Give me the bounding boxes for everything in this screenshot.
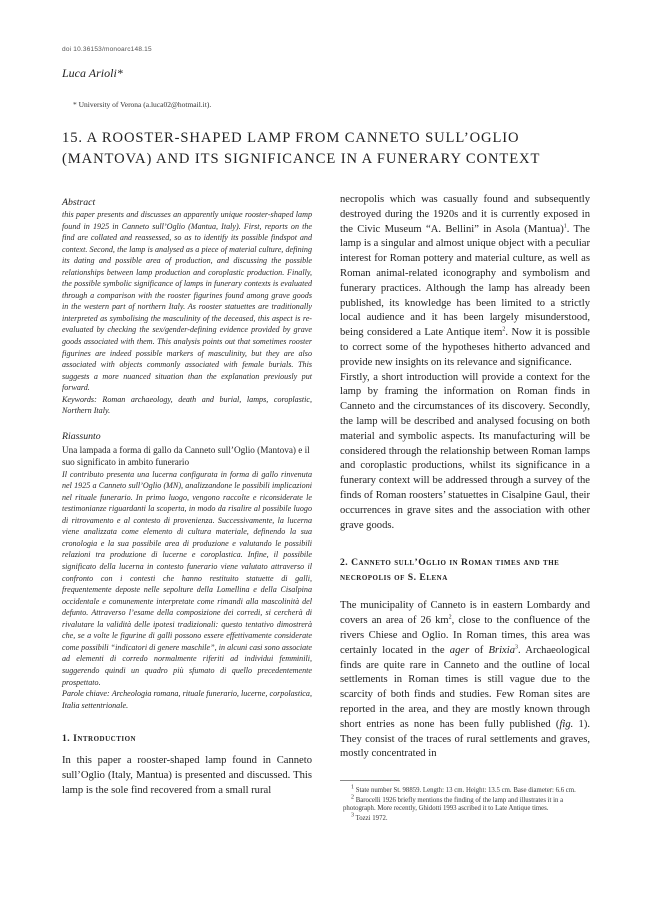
author-affiliation: * University of Verona (a.luca02@hotmail.it). [73, 100, 212, 109]
left-column [62, 197, 312, 799]
abstract-keywords [62, 394, 312, 417]
superscript-2: 2 [448, 614, 452, 621]
footnote-1: $^1$ State number St. 98859. Length: 13 cm. Height: 13.5 cm. Base diameter: 6.6 cm. [351, 784, 576, 794]
footnotes [343, 784, 588, 824]
para1-part-c: . Now it is possible to correct some of the hypotheses hitherto advanced and provide new insights on its relevance and significance. [340, 327, 590, 368]
footnote-2: $^2$ Barocelli 1926 briefly mentions the finding of the lamp and illustrates it in a photograph. More recently, Ghidotti 1993 ascribed it to Late Antique times. [343, 794, 564, 813]
footnote-3: $^3$ Tozzi 1972. [351, 812, 388, 822]
para3-part-a: The municipality of Canneto is in eastern Lombardy and covers an area of 26 km [340, 600, 590, 627]
author-name: Luca Arioli* [62, 66, 123, 80]
keywords-text: Roman archaeology, death and burial, lamps, coroplastic, Northern Italy. [62, 394, 312, 416]
footnote-ref-1[interactable]: 1 [563, 223, 567, 230]
doi-line: doi 10.36153/monoarc148.15 [62, 46, 152, 53]
riassunto-keywords [62, 688, 312, 711]
riassunto-title: Una lampada a forma di gallo da Canneto sull’Oglio (Mantova) e il suo significato in ambito funerario [62, 444, 310, 468]
intro-paragraph-2: Firstly, a short introduction will provide a context for the lamp by framing the information on Roman finds in Canneto and the circumstances of its discovery. Secondly, the lamp will be described and analysed focusing on both material and symbolic aspects. Its manufacturing will be considered through the relationship between Roman lamps and coroplastic productions, whilst its significance in a funerary context will be addressed through a survey of the finds of Roman roosters’ statuettes in Cisalpine Gaul, their occurrences in grave sites and the association with other grave goods. [340, 371, 590, 531]
section-2-heading: 2. Canneto sull’Oglio in Roman times and the necropolis of S. Elena [340, 557, 560, 584]
abstract-heading: Abstract [62, 197, 96, 208]
para3-part-b: , close to the confluence of the rivers Chiese and Oglio. In Roman times, this area was certainly located in the [340, 615, 590, 656]
paper-title: 15. A ROOSTER-SHAPED LAMP FROM CANNETO SULL’OGLIO (MANTOVA) AND ITS SIGNIFICANCE IN A FUNERARY CONTEXT [62, 130, 541, 167]
para1-part-b: . The lamp is a singular and almost unique object with a peculiar interest for Roman pottery and material culture, as well as Roman animal-related iconography and symbolism and funerary practices. Although the lamp has already been published, its knowledge has been limited to a strictly local audience and it has been largely misunderstood, being considered a Late Antique item [340, 223, 591, 339]
abstract-text: this paper presents and discusses an apparently unique rooster-shaped lamp found in 1925 in Canneto sull’Oglio (Mantua, Italy). First, reports on the find are collated and reassessed, so as to identify its possible findspot and context. Second, the lamp is analysed as a piece of material culture, defining its dating and possible area of production, and discussing the possible relationships between lamp production and coroplastic production. Finally, the possible symbolic significance of lamps in funerary contexts is evaluated through a comparison with the rooster figurines found among grave goods in the western part of northern Italy. As rooster statuettes are traditionally interpreted as symbolising the masculinity of the deceased, this aspect is re-evaluated by checking the sex/gender-defining evidence provided by grave goods associated with them. This analysis points out that sometimes rooster figurines are indeed possible markers of masculinity, but they are also associated with objects commonly associated with female burials. This suggests a more nuanced situation than the explanation previously put forward. [62, 210, 312, 393]
keywords-label: Keywords: [62, 394, 97, 404]
para3-part-e: 1). They consist of the traces of rural settlements and graves, mostly concentrated in [340, 718, 590, 760]
intro-paragraph-1 [340, 193, 590, 371]
figure-ref[interactable]: fig. [559, 718, 574, 730]
section-1-heading: 1. Introduction [62, 733, 137, 745]
parole-chiave-label: Parole chiave: [62, 689, 110, 699]
riassunto-text: Il contributo presenta una lucerna configurata in forma di gallo rinvenuta nel 1925 a Canneto sull’Oglio (MN), analizzandone le possibili implicazioni nel rituale funerario. In primo luogo, vengono raccolte e riconsiderate le testimonianze riguardanti la scoperta, in modo da risalire al possibile luogo di ritrovamento e al contesto di provenienza. Successivamente, la lucerna viene analizzata come elemento di cultura materiale, definendo la sua cronologia e la sua possibile area di produzione e valutando le possibili relazioni tra produzione di lucerne e coroplastica. Infine, il possibile significato della lucerna in contesto funerario viene valutato attraverso il confronto con i contesti che hanno restituito statuette di galli, frequentemente deposte nelle sepolture della Lomellina e della Cisalpina occidentale e comunemente interpretate come rimandi alla mascolinità del defunto. Attraverso l’esame della composizione dei corredi, si cercherà di rivalutare la validità delle ipotesi tradizionali: questo tentativo dimostrerà che, se a volte le figurine di galli possono essere effettivamente considerate come possibili “indicatori di genere maschile”, in alcuni casi sono associate ad elementi di corredo normalmente riferiti ad individui femminili, suggerendo quindi un quadro più sfumato di quello precedentemente prospettato. [62, 469, 312, 687]
section-2-paragraph [340, 599, 590, 762]
footnote-ref-3[interactable]: 3 [515, 644, 518, 651]
section-1-text: In this paper a rooster-shaped lamp found in Canneto sull’Oglio (Italy, Mantua) is presented and discussed. This lamp is the sole find recovered from a small rural [62, 755, 312, 796]
riassunto-heading: Riassunto [62, 430, 101, 442]
para3-part-d: . Archaeological finds are quite rare in Canneto and the outline of local settlements in Roman times is still vague due to the scarcity of both finds and studies. Few Roman sites are reported in the area, and they are mostly known through short entries as none has been fully published ( [340, 644, 591, 730]
para1-part-a: necropolis which was casually found and subsequently destroyed during the 1920s and it is currently exposed in the Civic Museum “A. Bellini” in Asola (Mantua) [340, 194, 590, 235]
footnote-ref-2[interactable]: 2 [502, 326, 506, 333]
ager-term: ager [449, 644, 470, 656]
para3-part-c: of [469, 644, 489, 656]
brixia-term: Brixia [488, 644, 515, 656]
footnote-rule [340, 780, 400, 781]
parole-chiave-text: Archeologia romana, rituale funerario, lucerne, corpolastica, Italia settentrionale. [62, 689, 312, 710]
right-column [340, 193, 590, 762]
